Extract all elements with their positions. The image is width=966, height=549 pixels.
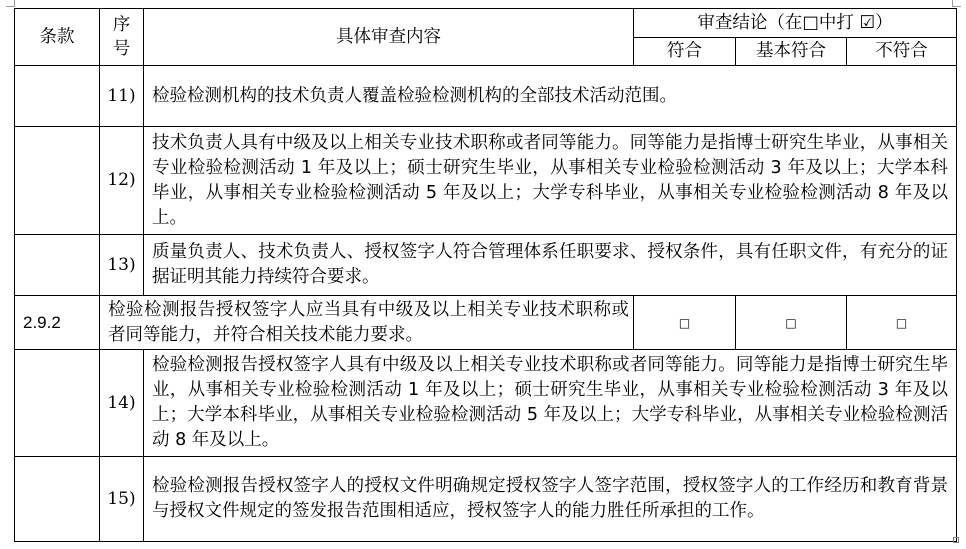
table-row bbox=[15, 350, 957, 457]
row-clause bbox=[15, 350, 100, 457]
checkbox-not-conforms-glyph[interactable]: □ bbox=[895, 315, 908, 330]
row-clause bbox=[15, 457, 100, 542]
header-number-line2: 号 bbox=[112, 39, 131, 59]
checkbox-conforms[interactable] bbox=[634, 296, 736, 350]
paragraph-end-mark bbox=[953, 537, 959, 543]
row-number: 12) bbox=[100, 127, 144, 235]
page-corner-mark-left bbox=[6, 0, 15, 7]
checkbox-conforms-glyph[interactable]: □ bbox=[678, 315, 691, 330]
checkbox-not-conforms[interactable] bbox=[847, 296, 957, 350]
table-row bbox=[15, 127, 957, 235]
table-row bbox=[15, 66, 957, 127]
header-number-line1: 序 bbox=[112, 15, 131, 35]
row-clause bbox=[15, 235, 100, 296]
row-number: 15) bbox=[100, 457, 144, 542]
row-content: 技术负责人具有中级及以上相关专业技术职称或者同等能力。同等能力是指博士研究生毕业，从事相关专业检验检测活动 1 年及以上；硕士研究生毕业，从事相关专业检验检测活动 3 年及以上；大学本科毕业，从事相关专业检验检测活动 5 年及以上；大学专科毕业，从事相关专业检验检测活动 8 年及以上。 bbox=[144, 127, 957, 235]
row-number: 11) bbox=[100, 66, 144, 127]
header-conforms: 符合 bbox=[634, 38, 736, 66]
table-row bbox=[15, 235, 957, 296]
header-row-top bbox=[15, 9, 957, 38]
header-basically-conforms: 基本符合 bbox=[736, 38, 847, 66]
clause-row bbox=[15, 296, 957, 350]
clause-content: 检验检测报告授权签字人应当具有中级及以上相关专业技术职称或者同等能力，并符合相关技术能力要求。 bbox=[100, 296, 634, 350]
header-conclusion: 审查结论（在□中打 ☑） bbox=[634, 9, 957, 38]
review-table bbox=[14, 8, 957, 542]
header-content: 具体审查内容 bbox=[144, 9, 634, 66]
checkbox-basically-conforms-glyph[interactable]: □ bbox=[785, 315, 797, 330]
checkbox-basically-conforms[interactable] bbox=[736, 296, 847, 350]
row-number: 14) bbox=[100, 350, 144, 457]
row-content: 检验检测报告授权签字人的授权文件明确规定授权签字人签字范围，授权签字人的工作经历和教育背景与授权文件规定的签发报告范围相适应，授权签字人的能力胜任所承担的工作。 bbox=[144, 457, 957, 542]
header-not-conforms: 不符合 bbox=[847, 38, 957, 66]
row-content: 质量负责人、技术负责人、授权签字人符合管理体系任职要求、授权条件，具有任职文件，有充分的证据证明其能力持续符合要求。 bbox=[144, 235, 957, 296]
table-row bbox=[15, 457, 957, 542]
row-content: 检验检测机构的技术负责人覆盖检验检测机构的全部技术活动范围。 bbox=[144, 66, 957, 127]
clause-number: 2.9.2 bbox=[15, 296, 100, 350]
row-number: 13) bbox=[100, 235, 144, 296]
row-clause bbox=[15, 66, 100, 127]
header-number bbox=[100, 9, 144, 66]
row-content: 检验检测报告授权签字人具有中级及以上相关专业技术职称或者同等能力。同等能力是指博士研究生毕业，从事相关专业检验检测活动 1 年及以上；硕士研究生毕业，从事相关专业检验检测活动 3 年及以上；大学本科毕业，从事相关专业检验检测活动 5 年及以上；大学专科毕业，从事相关专业检验检测活动 8 年及以上。 bbox=[144, 350, 957, 457]
page-corner-mark-right bbox=[952, 0, 961, 7]
header-clause: 条款 bbox=[15, 9, 100, 66]
row-clause bbox=[15, 127, 100, 235]
